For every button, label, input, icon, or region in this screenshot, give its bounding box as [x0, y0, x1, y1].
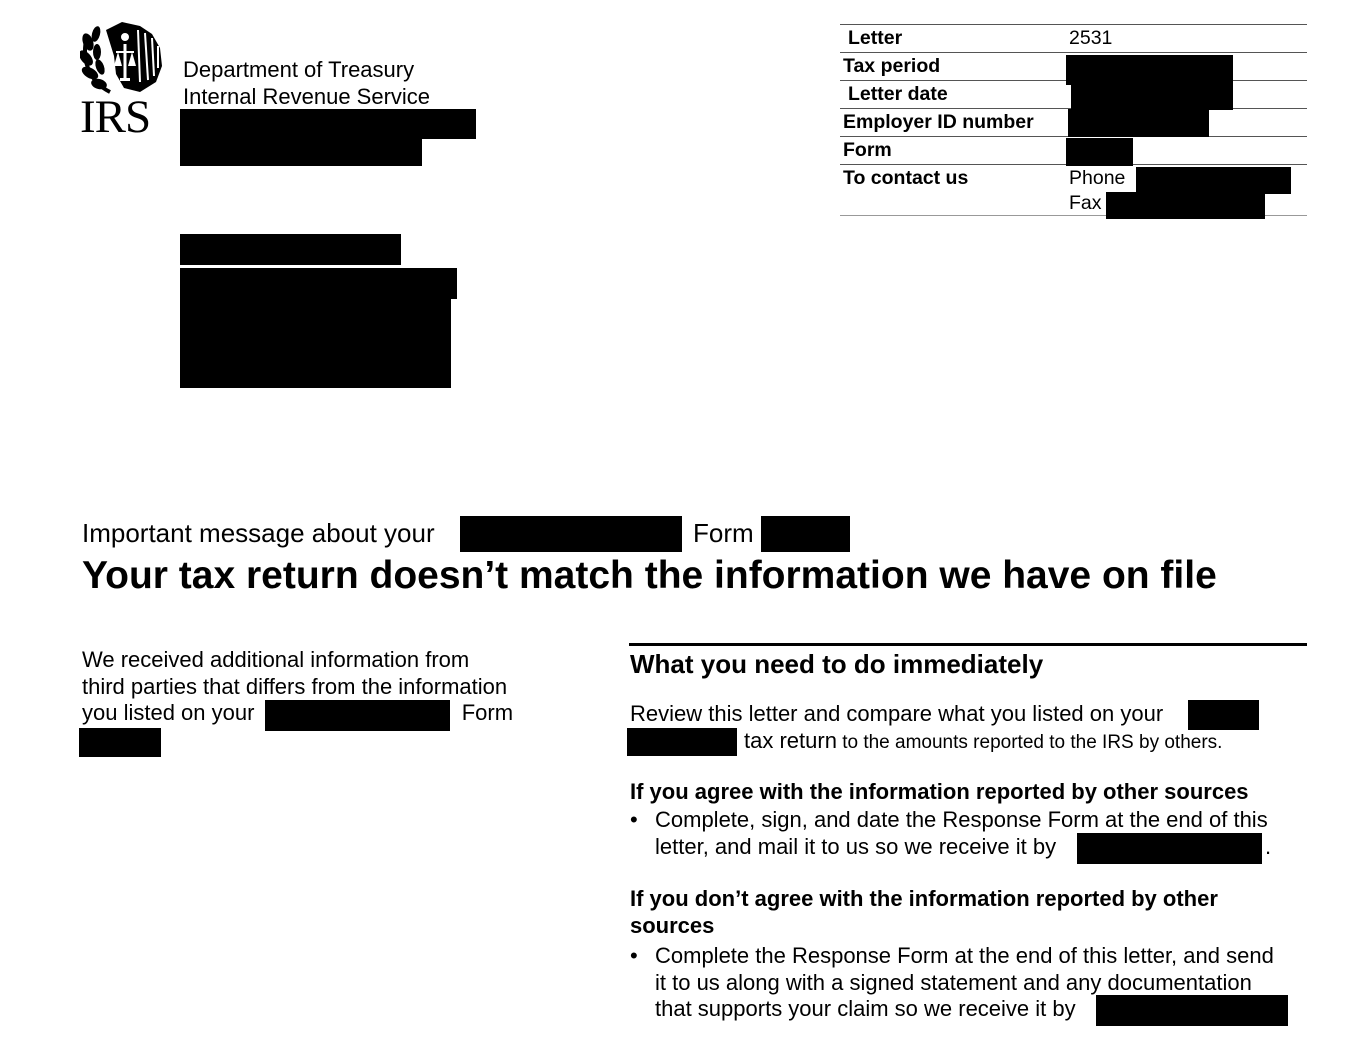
intro-line-2: third parties that differs from the information — [82, 673, 508, 699]
headline-prefix: Important message about your — [82, 518, 435, 548]
page-title: Your tax return doesn’t match the information we have on file — [82, 554, 1217, 597]
redacted-fax — [1106, 192, 1265, 219]
disagree-heading — [630, 885, 1218, 939]
disagree-heading-line-1: If you don’t agree with the information reported by other — [630, 886, 1218, 911]
section-title: What you need to do immediately — [630, 649, 1044, 679]
redacted-tax-year — [460, 516, 682, 552]
irs-logo — [80, 22, 166, 143]
bullet-icon: • — [630, 943, 638, 968]
review-line-2-tax-return: tax return — [744, 728, 837, 753]
agency-name — [183, 56, 430, 110]
bullet-icon: • — [630, 807, 638, 832]
info-row-letter — [840, 24, 1307, 52]
redacted-address — [180, 137, 422, 166]
redacted-address — [180, 109, 476, 139]
agree-bullet-line-1: Complete, sign, and date the Response Form at the end of this — [655, 807, 1268, 832]
info-label: Tax period — [843, 55, 941, 77]
irs-eagle-emblem-icon — [80, 22, 166, 94]
section-divider — [629, 643, 1307, 646]
intro-line-3-form: Form — [461, 700, 514, 725]
redacted-tax-year — [627, 728, 737, 756]
disagree-bullet-line-2: it to us along with a signed statement and any documentation — [655, 969, 1252, 995]
headline-form-label: Form — [693, 518, 754, 548]
review-line-2 — [744, 727, 1222, 754]
redacted-tax-year — [265, 700, 450, 731]
agree-bullet-line-2: letter, and mail it to us so we receive it by . — [655, 833, 1272, 859]
headline-subject — [82, 516, 435, 550]
disagree-bullet-line-1: Complete the Response Form at the end of this letter, and send — [655, 943, 1274, 968]
review-line-2-rest: to the amounts reported to the IRS by others. — [836, 732, 1223, 753]
redacted-due-date — [1096, 995, 1288, 1026]
agency-line-2: Internal Revenue Service — [183, 84, 431, 109]
redacted-recipient-name — [180, 234, 401, 265]
info-label: Form — [843, 139, 892, 161]
redacted-form-number — [761, 516, 850, 552]
contact-phone-label: Phone — [1069, 167, 1126, 189]
redacted-due-date — [1077, 833, 1262, 864]
agree-heading: If you agree with the information reported by other sources — [630, 779, 1249, 804]
redacted-tax-period — [1066, 55, 1233, 85]
letter-number: 2531 — [1069, 27, 1113, 49]
contact-fax-label: Fax — [1069, 192, 1102, 214]
redacted-form-number — [79, 728, 161, 757]
info-label: To contact us — [843, 167, 969, 189]
agency-line-1: Department of Treasury — [183, 57, 415, 82]
info-label: Letter date — [848, 83, 948, 105]
intro-line-1: We received additional information from — [82, 647, 470, 672]
redacted-form-number — [1066, 138, 1133, 166]
redacted-recipient-address — [180, 268, 457, 299]
agree-bullet-period: . — [1265, 833, 1272, 859]
disagree-heading-line-2: sources — [630, 913, 715, 938]
info-label: Employer ID number — [843, 111, 1034, 133]
redacted-letter-date — [1071, 82, 1233, 110]
redacted-ein — [1068, 109, 1209, 137]
redacted-phone — [1136, 167, 1291, 194]
intro-line-3-prefix: you listed on your — [82, 700, 255, 725]
disagree-bullet-line-3: that supports your claim so we receive it by — [655, 996, 1076, 1021]
irs-logo-text: IRS — [80, 91, 151, 143]
redacted-tax-year — [1188, 700, 1259, 730]
redacted-recipient-address — [180, 296, 451, 388]
info-label: Letter — [848, 27, 903, 49]
review-line-1: Review this letter and compare what you listed on your — [630, 701, 1164, 726]
